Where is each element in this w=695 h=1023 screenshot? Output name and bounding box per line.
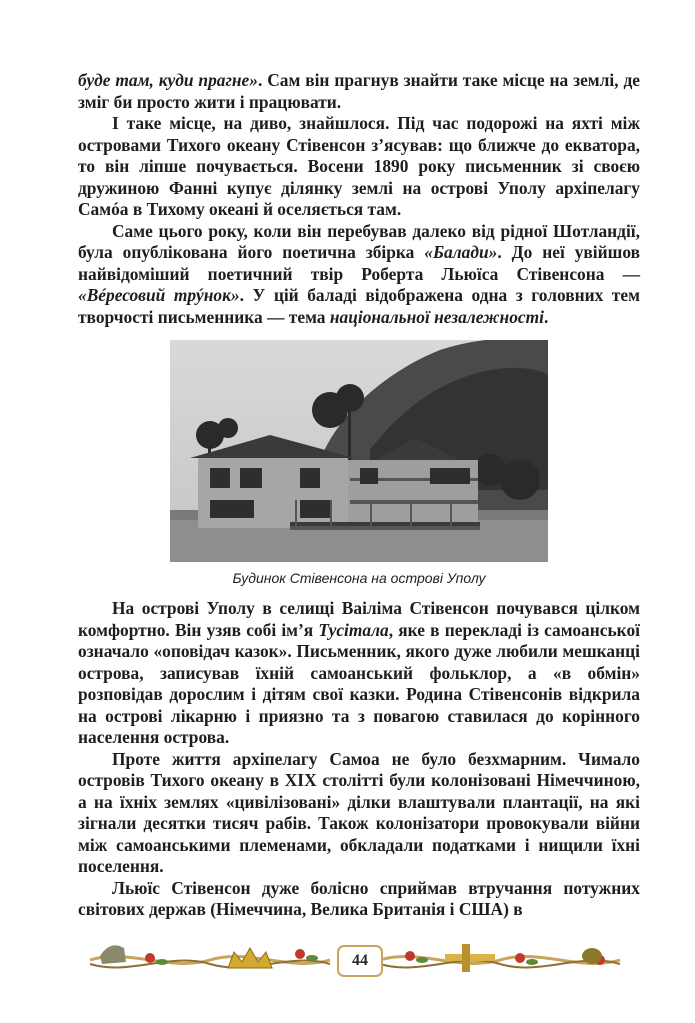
page-number: 44 — [352, 952, 368, 969]
quote-fragment: буде там, куди прагне» — [78, 70, 258, 90]
helmet-icon — [100, 945, 126, 964]
paragraph-1-text: . Сам він прагнув знайти таке місце на землі, де зміг би просто жити і працювати. — [78, 70, 640, 112]
theme-term: національної незалежності — [329, 306, 544, 327]
decorative-footer — [0, 928, 695, 988]
paragraph-5: Проте життя архіпелагу Самоа не було безхмарним. Чимало островів Тихого океану в XIX столітті були колонізовані Німеччиною, а на їхніх землях «цивілізовані» ділки влаштували плантації, на які зігнали десятки тисяч рабів. Також колонізатори провокували війни між самоанськими племенами, обкладали податками і нищили їхні поселення. — [78, 748, 640, 876]
paragraph-1 — [78, 70, 640, 113]
stevenson-house-photo — [170, 340, 548, 562]
paragraph-4: На острові Уполу в селищі Ваіліма Стівенсон почувався цілком комфортно. Він узяв собі ім’я Тусітала, яке в перекладі із самоанської означало «оповідач казок». Письменник, якого дуже любили мешканці острова, записував їхній самоанський фольклор, а «в обмін» розповідав дорослим і дітям свої казки. Родина Стівенсонів відкрила на острові лікарню і приязно та з повагою ставилася до корінного населення острова. — [78, 598, 640, 747]
crown-icon — [228, 948, 272, 968]
paragraph-3: Саме цього року, коли він перебував далеко від рідної Шотландії, була опублікована його поетична збірка «Балади». До неї увійшов найвідоміший поетичний твір Роберта Льюїса Стівенсона — «Вéресовий трýнок». У цій баладі відображена одна з головних тем творчості письменника — тема національної незалежності. — [78, 220, 640, 327]
figure-caption: Будинок Стівенсона на острові Уполу — [232, 570, 486, 586]
beetle-icon — [582, 948, 602, 964]
pseudonym: Тусітала — [318, 619, 389, 640]
poem-title: «Вéресовий трýнок» — [78, 285, 240, 305]
figure — [170, 340, 548, 586]
page-content — [78, 70, 640, 921]
paragraph-6: Льюїс Стівенсон дуже болісно сприймав втручання потужних світових держав (Німеччина, Велика Британія і США) в — [78, 877, 640, 919]
airplane-icon — [445, 944, 495, 972]
paragraph-2: І таке місце, на диво, знайшлося. Під час подорожі на яхті між островами Тихого океану Стівенсон з’ясував: що ближче до екватора, то він ліпше почувається. Восени 1890 року письменник зі своєю дружиною Фанні купує ділянку землі на острові Уполу архіпелагу Самóа в Тихому океані й оселяється там. — [78, 113, 640, 219]
collection-title: «Балади» — [424, 242, 498, 262]
